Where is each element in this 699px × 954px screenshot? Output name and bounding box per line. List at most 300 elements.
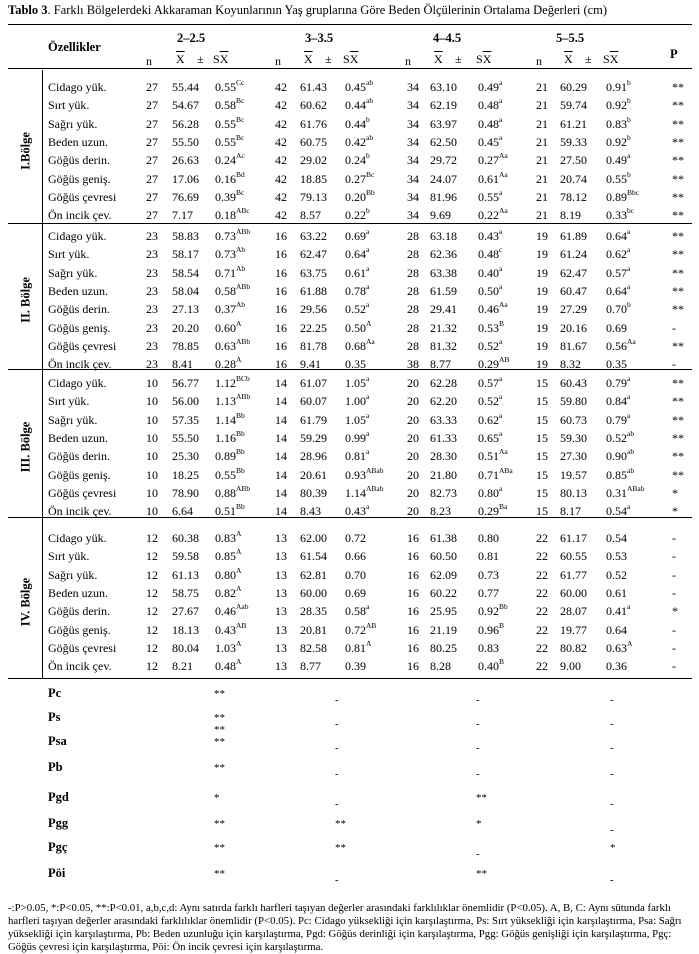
significance-letters: Aa xyxy=(366,336,375,346)
feature-label: Göğüs çevresi xyxy=(48,189,117,204)
se-value: $0.88^{ABb}$ xyxy=(215,483,251,500)
comparison-value: - xyxy=(610,824,614,836)
p-value: - xyxy=(672,622,676,637)
mean-value: 8.77 xyxy=(300,659,321,674)
mean-value: 60.47 xyxy=(560,283,587,298)
mean-value: 29.41 xyxy=(430,302,457,317)
p-value: - xyxy=(672,320,676,335)
mean-value: 63.33 xyxy=(430,412,457,427)
mean-value: 27.30 xyxy=(560,449,587,464)
p-value: * xyxy=(672,485,678,500)
n-value: 28 xyxy=(407,320,419,335)
n-value: 19 xyxy=(536,247,548,262)
mean-value: 78.12 xyxy=(560,189,587,204)
n-value: 34 xyxy=(407,116,419,131)
significance-letters: ABab xyxy=(366,483,384,493)
se-value: $0.89^{Bbc}$ xyxy=(606,187,640,204)
se-value: 0.64 xyxy=(606,622,627,637)
se-value: $0.96^B$ xyxy=(478,620,505,637)
significance-letters: a xyxy=(627,410,631,420)
comparison-value: ** xyxy=(214,736,225,748)
p-value: ** xyxy=(672,189,684,204)
n-value: 12 xyxy=(146,531,158,545)
n-value: 21 xyxy=(536,171,548,186)
significance-letters: Aa xyxy=(499,447,508,457)
mean-value: 61.21 xyxy=(560,116,587,131)
significance-letters: bc xyxy=(627,206,635,216)
se-value: 1.05$^a$ xyxy=(345,410,370,427)
se-value: $0.31^{ABab}$ xyxy=(606,483,645,500)
features-header: Özellikler xyxy=(48,40,101,54)
n-value: 22 xyxy=(536,604,548,619)
feature-label: Göğüs çevresi xyxy=(48,485,117,500)
se-value: 0.33$^{bc}$ xyxy=(606,206,635,223)
comparison-value: ** xyxy=(214,818,225,830)
top-rule xyxy=(8,24,692,25)
comparison-value: - xyxy=(610,768,614,780)
feature-label: Sağrı yük. xyxy=(48,412,98,427)
mean-value: 27.13 xyxy=(172,302,199,317)
mean-value: 80.25 xyxy=(430,640,457,655)
feature-label: Sağrı yük. xyxy=(48,567,98,582)
n-value: 10 xyxy=(146,504,158,519)
mean-value: 61.07 xyxy=(300,376,327,390)
feature-label: Ön incik çev. xyxy=(48,659,112,674)
region-rule xyxy=(8,223,692,224)
mean-value: 62.09 xyxy=(430,567,457,582)
mean-value: 28.07 xyxy=(560,604,587,619)
table-label: Tablo 3 xyxy=(8,3,48,17)
mean-value: 62.47 xyxy=(300,247,327,262)
n-value: 38 xyxy=(407,357,419,372)
feature-label: Cidago yük. xyxy=(48,80,107,94)
n-value: 28 xyxy=(407,229,419,243)
n-value: 13 xyxy=(275,640,287,655)
se-value: 0.52$^{ab}$ xyxy=(606,428,635,445)
comparison-value: - xyxy=(476,694,480,706)
n-value: 10 xyxy=(146,430,158,445)
mean-value: 60.43 xyxy=(560,376,587,390)
se-value: 0.61 xyxy=(606,585,627,600)
se-value: 0.45$^a$ xyxy=(478,132,503,149)
mean-value: 80.04 xyxy=(172,640,199,655)
n-value: 14 xyxy=(275,504,287,519)
significance-letters: a xyxy=(499,428,503,438)
mean-value: 28.96 xyxy=(300,449,327,464)
p-value: ** xyxy=(672,153,684,168)
mean-value: 63.38 xyxy=(430,265,457,280)
region-label: I.Bölge xyxy=(18,132,33,171)
se-value: 0.99$^a$ xyxy=(345,428,370,445)
n-value: 27 xyxy=(146,134,158,149)
mean-value: 57.35 xyxy=(172,412,199,427)
p-value: - xyxy=(672,659,676,674)
n-value: 12 xyxy=(146,622,158,637)
comparison-value: - xyxy=(335,768,339,780)
se-value: 0.83$^b$ xyxy=(606,114,631,131)
mean-value: 81.78 xyxy=(300,338,327,353)
p-value: ** xyxy=(672,394,684,409)
mean-value: 61.77 xyxy=(560,567,587,582)
se-value: 0.39 xyxy=(345,659,366,674)
feature-label: Sağrı yük. xyxy=(48,265,98,280)
table-caption xyxy=(8,3,607,18)
significance-letters: b xyxy=(627,169,631,179)
mean-value: 59.30 xyxy=(560,430,587,445)
comparison-value: - xyxy=(610,742,614,754)
significance-letters: B xyxy=(499,620,505,630)
se-value: $0.93^{ABab}$ xyxy=(345,465,384,482)
n-value: 16 xyxy=(407,585,419,600)
significance-letters: a xyxy=(366,502,370,512)
significance-letters: a xyxy=(499,114,503,124)
se-value: 0.57$^a$ xyxy=(606,263,631,280)
n-value: 22 xyxy=(536,659,548,674)
se-value: 0.81$^a$ xyxy=(345,447,370,464)
significance-letters: a xyxy=(366,374,370,383)
significance-letters: a xyxy=(627,602,631,612)
se-value: 0.48$^c$ xyxy=(478,245,503,262)
se-value: 0.40$^a$ xyxy=(478,263,503,280)
mean-value: 62.28 xyxy=(430,376,457,390)
mean-value: 60.29 xyxy=(560,80,587,94)
significance-letters: a xyxy=(499,263,503,273)
feature-label: Göğüs çevresi xyxy=(48,640,117,655)
significance-letters: A xyxy=(366,638,372,648)
significance-letters: Cc xyxy=(236,78,245,87)
se-value: $0.27^{Aa}$ xyxy=(478,151,508,168)
se-value: 0.79$^a$ xyxy=(606,410,631,427)
n-value: 21 xyxy=(536,134,548,149)
significance-letters: a xyxy=(499,281,503,291)
mean-value: 19.77 xyxy=(560,622,587,637)
n-value: 19 xyxy=(536,338,548,353)
significance-letters: ab xyxy=(627,447,635,457)
mean-value: 61.54 xyxy=(300,549,327,564)
n-value: 16 xyxy=(275,357,287,372)
mean-value: 56.00 xyxy=(172,394,199,409)
n-value: 42 xyxy=(275,98,287,113)
se-value: 0.43$^a$ xyxy=(478,227,503,243)
p-value: ** xyxy=(672,247,684,262)
p-value: ** xyxy=(672,302,684,317)
mean-value: 60.75 xyxy=(300,134,327,149)
significance-letters: a xyxy=(499,132,503,142)
se-value: 0.92$^b$ xyxy=(606,132,631,149)
se-value: $0.28^A$ xyxy=(215,355,242,372)
se-value: 0.48$^a$ xyxy=(478,114,503,131)
p-value: ** xyxy=(672,283,684,298)
significance-letters: a xyxy=(627,374,631,383)
significance-letters: A xyxy=(236,638,242,648)
comparison-value: - xyxy=(476,742,480,754)
mean-value: 9.00 xyxy=(560,659,581,674)
significance-letters: B xyxy=(499,318,505,328)
n-value: 22 xyxy=(536,585,548,600)
significance-letters: A xyxy=(236,565,242,575)
mean-value: 78.90 xyxy=(172,485,199,500)
n-value: 42 xyxy=(275,189,287,204)
region-column-rule xyxy=(42,70,43,678)
feature-label: Göğüs geniş. xyxy=(48,622,111,637)
se-value: 0.55$^b$ xyxy=(606,169,631,186)
significance-letters: A xyxy=(236,547,242,557)
mean-value: 8.43 xyxy=(300,504,321,519)
se-value: 1.05$^a$ xyxy=(345,374,370,390)
se-header: $S\overline{X}$ xyxy=(213,52,229,66)
se-value: 0.54$^a$ xyxy=(606,502,631,519)
significance-letters: a xyxy=(366,263,370,273)
mean-value: 81.32 xyxy=(430,338,457,353)
se-value: 0.24$^b$ xyxy=(345,151,370,168)
significance-letters: c xyxy=(499,245,503,255)
significance-letters: a xyxy=(499,410,503,420)
se-value: $0.48^A$ xyxy=(215,657,242,674)
feature-label: Sırt yük. xyxy=(48,549,90,564)
significance-letters: A xyxy=(236,583,242,593)
se-value: 0.73 xyxy=(478,567,499,582)
mean-value: 63.97 xyxy=(430,116,457,131)
significance-letters: b xyxy=(627,132,631,142)
mean-value: 26.63 xyxy=(172,153,199,168)
comparison-label: Pgg xyxy=(48,816,69,830)
p-value: * xyxy=(672,504,678,519)
n-value: 13 xyxy=(275,622,287,637)
significance-letters: a xyxy=(627,151,631,161)
se-header: $S\overline{X}$ xyxy=(476,52,492,66)
n-value: 27 xyxy=(146,98,158,113)
significance-letters: b xyxy=(627,114,631,124)
feature-label: Göğüs derin. xyxy=(48,153,110,168)
mean-value: 62.20 xyxy=(430,394,457,409)
se-value: $0.56^{Aa}$ xyxy=(606,336,636,353)
n-value: 13 xyxy=(275,604,287,619)
significance-letters: a xyxy=(499,374,503,383)
feature-label: Göğüs geniş. xyxy=(48,467,111,482)
p-value: ** xyxy=(672,449,684,464)
se-value: $0.61^{Aa}$ xyxy=(478,169,508,186)
se-value: $0.89^{Bb}$ xyxy=(215,447,245,464)
significance-letters: Bc xyxy=(236,132,245,142)
significance-letters: Bb xyxy=(366,187,375,197)
significance-letters: Aa xyxy=(627,336,636,346)
se-value: 0.36 xyxy=(606,659,627,674)
n-value: 34 xyxy=(407,208,419,223)
comparison-value: - xyxy=(476,848,480,860)
mean-value: 60.07 xyxy=(300,394,327,409)
se-value: 0.81 xyxy=(478,549,499,564)
se-value: 0.77 xyxy=(478,585,499,600)
comparison-value: * xyxy=(476,818,482,830)
p-value: - xyxy=(672,357,676,372)
comparison-label: Pb xyxy=(48,760,63,774)
p-value: ** xyxy=(672,430,684,445)
se-value: $0.18^{ABc}$ xyxy=(215,206,250,223)
mean-value: 9.41 xyxy=(300,357,321,372)
plus-minus-header: ± xyxy=(455,52,462,66)
p-value: - xyxy=(672,585,676,600)
se-value: 0.55$^a$ xyxy=(478,187,503,204)
se-value: $0.43^{AB}$ xyxy=(215,620,247,637)
comparison-value: - xyxy=(335,874,339,886)
n-value: 16 xyxy=(407,604,419,619)
n-value: 27 xyxy=(146,208,158,223)
mean-value: 60.00 xyxy=(560,585,587,600)
significance-letters: A xyxy=(366,318,372,328)
se-value: $0.58^{ABb}$ xyxy=(215,281,251,298)
significance-letters: Bc xyxy=(366,169,375,179)
mean-value: 63.10 xyxy=(430,80,457,94)
mean-value: 63.75 xyxy=(300,265,327,280)
mean-header: $\overline{X}$ xyxy=(304,52,313,66)
significance-letters: a xyxy=(499,483,503,493)
comparison-value: - xyxy=(610,874,614,886)
n-value: 10 xyxy=(146,376,158,390)
n-value: 19 xyxy=(536,320,548,335)
significance-letters: ab xyxy=(627,428,635,438)
mean-value: 81.96 xyxy=(430,189,457,204)
mean-value: 55.44 xyxy=(172,80,199,94)
se-value: $0.39^{Bc}$ xyxy=(215,187,245,204)
significance-letters: Bb xyxy=(236,428,245,438)
significance-letters: ABb xyxy=(236,227,251,236)
n-value: 12 xyxy=(146,659,158,674)
feature-label: Göğüs çevresi xyxy=(48,338,117,353)
se-value: $1.03^A$ xyxy=(215,638,242,655)
mean-value: 79.13 xyxy=(300,189,327,204)
mean-value: 8.32 xyxy=(560,357,581,372)
comparison-value: ** xyxy=(476,792,487,804)
significance-letters: Ab xyxy=(236,300,246,310)
se-value: $0.46^{Aab}$ xyxy=(215,602,249,619)
mean-value: 76.69 xyxy=(172,189,199,204)
se-value: $0.73^{ABb}$ xyxy=(215,227,251,243)
significance-letters: b xyxy=(627,300,631,310)
se-value: 0.80 xyxy=(478,531,499,545)
feature-label: Ön incik çev. xyxy=(48,208,112,223)
se-value: 1.00$^a$ xyxy=(345,392,370,409)
n-value: 13 xyxy=(275,659,287,674)
feature-label: Göğüs derin. xyxy=(48,302,110,317)
p-value: ** xyxy=(672,98,684,113)
n-value: 14 xyxy=(275,412,287,427)
comparison-value: ** xyxy=(335,818,346,830)
n-value: 21 xyxy=(536,80,548,94)
feature-label: Beden uzun. xyxy=(48,283,108,298)
comparison-value: ** xyxy=(214,868,225,880)
mean-value: 20.74 xyxy=(560,171,587,186)
se-value: $1.14^{ABab}$ xyxy=(345,483,384,500)
feature-label: Göğüs derin. xyxy=(48,449,110,464)
comparison-value: - xyxy=(335,694,339,706)
n-value: 19 xyxy=(536,283,548,298)
se-value: 0.35 xyxy=(606,357,627,372)
mean-value: 8.21 xyxy=(172,659,193,674)
n-value: 34 xyxy=(407,98,419,113)
feature-label: Göğüs geniş. xyxy=(48,320,111,335)
significance-letters: Bc xyxy=(236,187,245,197)
significance-letters: Bb xyxy=(499,602,508,612)
se-value: $1.16^{Bb}$ xyxy=(215,428,245,445)
feature-label: Sırt yük. xyxy=(48,247,90,262)
p-value: - xyxy=(672,549,676,564)
n-value: 16 xyxy=(275,265,287,280)
n-value: 10 xyxy=(146,394,158,409)
n-value: 16 xyxy=(275,302,287,317)
comparison-value: * xyxy=(214,792,220,804)
significance-letters: A xyxy=(236,657,242,667)
bottom-rule xyxy=(8,678,692,679)
n-value: 14 xyxy=(275,430,287,445)
se-value: $0.40^B$ xyxy=(478,657,505,674)
n-value: 23 xyxy=(146,320,158,335)
mean-value: 20.16 xyxy=(560,320,587,335)
se-value: 0.53 xyxy=(606,549,627,564)
significance-letters: a xyxy=(627,227,631,236)
significance-letters: AB xyxy=(499,355,510,365)
mean-value: 60.22 xyxy=(430,585,457,600)
se-value: $0.53^B$ xyxy=(478,318,505,335)
significance-letters: Ab xyxy=(236,263,246,273)
se-value: 0.52$^a$ xyxy=(345,300,370,317)
n-value: 20 xyxy=(407,449,419,464)
n-value: 21 xyxy=(536,116,548,131)
mean-value: 58.04 xyxy=(172,283,199,298)
n-header: n xyxy=(536,54,542,68)
se-value: $0.37^{Ab}$ xyxy=(215,300,246,317)
se-value: $0.29^{Ba}$ xyxy=(478,502,508,519)
mean-value: 9.69 xyxy=(430,208,451,223)
comparison-value: ** xyxy=(214,688,225,700)
mean-value: 58.75 xyxy=(172,585,199,600)
mean-value: 59.29 xyxy=(300,430,327,445)
n-value: 34 xyxy=(407,189,419,204)
feature-label: Beden uzun. xyxy=(48,134,108,149)
n-value: 23 xyxy=(146,229,158,243)
significance-letters: ab xyxy=(366,96,374,106)
se-value: 0.44$^{ab}$ xyxy=(345,96,374,113)
feature-label: Sağrı yük. xyxy=(48,116,98,131)
mean-value: 81.67 xyxy=(560,338,587,353)
significance-letters: a xyxy=(366,245,370,255)
n-value: 10 xyxy=(146,467,158,482)
n-value: 42 xyxy=(275,153,287,168)
significance-letters: b xyxy=(366,151,370,161)
mean-value: 61.17 xyxy=(560,531,587,545)
significance-letters: ABb xyxy=(236,483,251,493)
p-header: P xyxy=(670,47,678,61)
se-value: 0.78$^a$ xyxy=(345,281,370,298)
n-value: 12 xyxy=(146,567,158,582)
significance-letters: b xyxy=(627,96,631,106)
n-value: 27 xyxy=(146,171,158,186)
se-value: 0.79$^a$ xyxy=(606,374,631,390)
n-value: 22 xyxy=(536,549,548,564)
significance-letters: ABb xyxy=(236,281,251,291)
significance-letters: ab xyxy=(627,465,635,475)
n-value: 28 xyxy=(407,265,419,280)
mean-value: 7.17 xyxy=(172,208,193,223)
plus-minus-header: ± xyxy=(325,52,332,66)
se-value: $0.63^{ABb}$ xyxy=(215,336,251,353)
n-value: 20 xyxy=(407,412,419,427)
comparison-label: Pgd xyxy=(48,790,69,804)
se-header: $S\overline{X}$ xyxy=(343,52,359,66)
significance-letters: Ba xyxy=(499,502,508,512)
n-value: 14 xyxy=(275,376,287,390)
se-value: 0.85$^{ab}$ xyxy=(606,465,635,482)
se-value: 0.91$^b$ xyxy=(606,78,631,94)
